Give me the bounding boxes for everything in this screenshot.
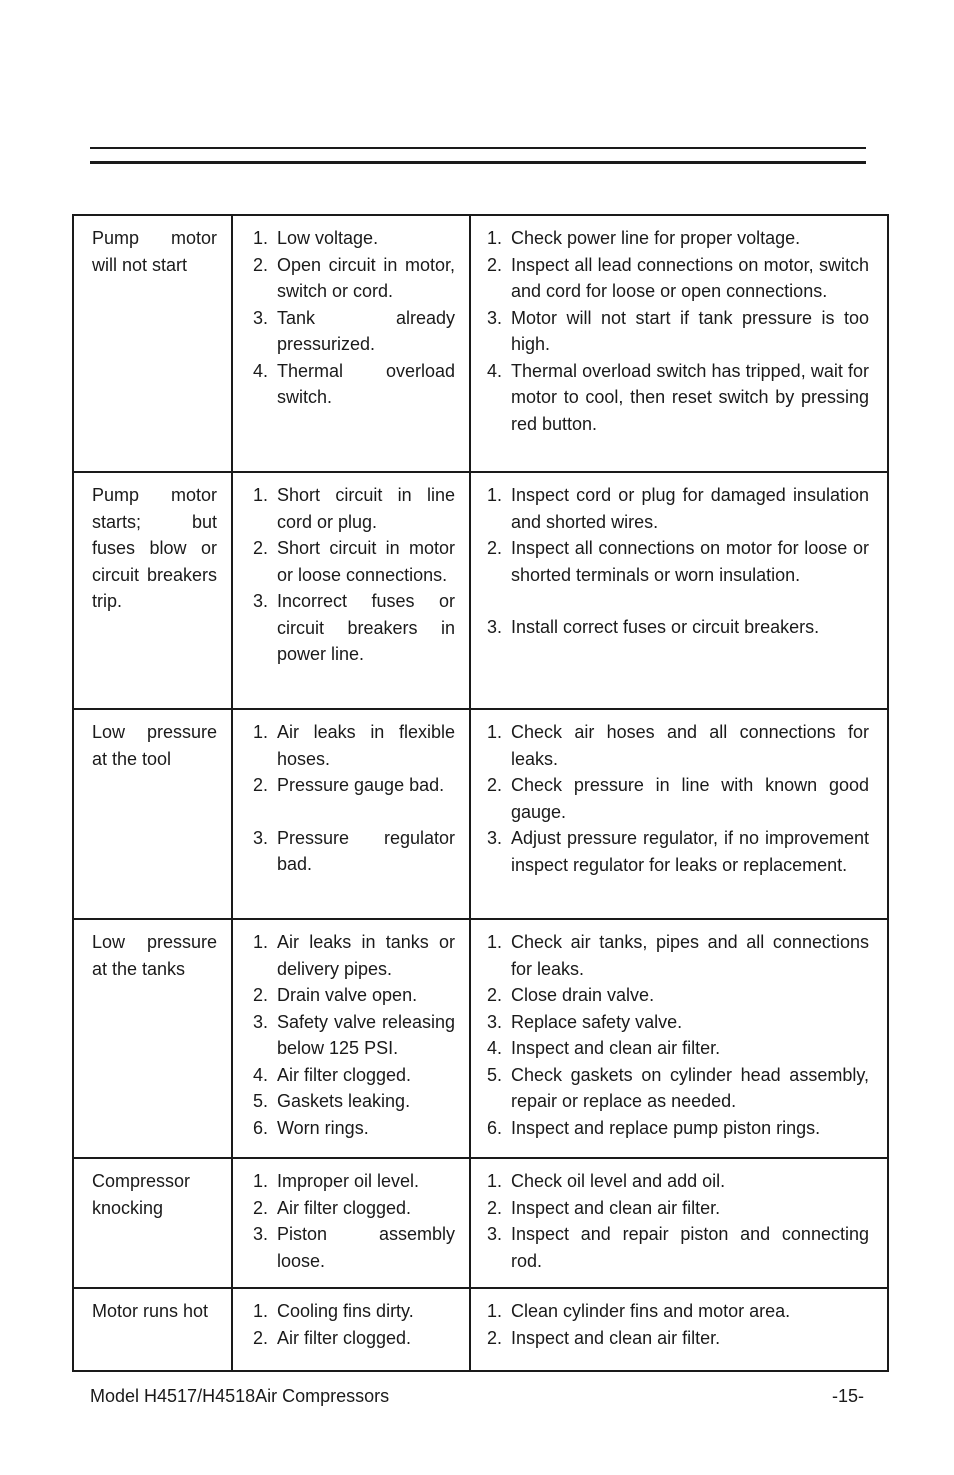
remedy-item: 2. Inspect and clean air filter. <box>487 1327 721 1348</box>
table-row <box>73 709 888 919</box>
remedy-item: 1. Clean cylinder fins and motor area. <box>487 1301 791 1321</box>
remedy-item: 2. Inspect and clean air filter. <box>487 1197 721 1218</box>
remedy-item: 3. Install correct fuses or circuit breakers. <box>487 617 820 637</box>
footer-model-name: Model H4517/H4518Air Compressors <box>90 1386 390 1406</box>
table-row <box>73 919 888 1158</box>
remedy-item: 2. Close drain valve. <box>487 985 655 1005</box>
cause-item: 2. Pressure gauge bad. <box>253 775 445 795</box>
cause-item: 1. Improper oil level. <box>253 1171 420 1191</box>
table-row <box>73 215 888 472</box>
header-rule-top <box>90 147 866 149</box>
cause-item: 2. Drain valve open. <box>253 985 418 1005</box>
cause-cell <box>232 919 470 1158</box>
cause-cell <box>232 709 470 919</box>
cause-item: 3. Incorrect fuses or circuit breakers in power line. <box>253 591 455 664</box>
remedy-item: 1. Check air hoses and all connections for leaks. <box>487 722 869 769</box>
cause-item: 2. Air filter clogged. <box>253 1327 412 1348</box>
cause-item: 1. Air leaks in flexible hoses. <box>253 722 455 769</box>
remedy-item: 2. Inspect all connections on motor for loose or shorted terminals or worn insulation. <box>487 538 869 585</box>
cause-item: 3. Safety valve releasing below 125 PSI. <box>253 1011 455 1058</box>
header-rule-bottom <box>90 161 866 164</box>
cause-item: 1. Low voltage. <box>253 228 379 248</box>
remedy-item: 3. Replace safety valve. <box>487 1011 683 1032</box>
remedy-item: 4. Inspect and clean air filter. <box>487 1038 721 1058</box>
cause-item: 1. Short circuit in line cord or plug. <box>253 485 455 532</box>
remedy-item: 1. Check air tanks, pipes and all connections for leaks. <box>487 932 869 979</box>
cause-item: 3. Piston assembly loose. <box>253 1224 455 1271</box>
cause-item: 3. Pressure regulator bad. <box>253 827 455 874</box>
remedy-item: 1. Check power line for proper voltage. <box>487 228 801 248</box>
problem-cell: Pump motor will not start <box>73 215 232 472</box>
problem-cell: Motor runs hot <box>73 1288 232 1371</box>
problem-cell: Low pressure at the tanks <box>73 919 232 1158</box>
cause-cell <box>232 1288 470 1371</box>
footer-page-number: -15- <box>831 1386 864 1406</box>
remedy-item: 2. Inspect all lead connections on motor, switch and cord for loose or open connections. <box>487 254 869 301</box>
cause-item: 4. Thermal overload switch. <box>253 360 455 407</box>
remedy-item: 1. Inspect cord or plug for damaged insulation and shorted wires. <box>487 485 869 532</box>
remedy-cell <box>470 1158 888 1288</box>
table-row <box>73 1288 888 1371</box>
remedy-item: 3. Motor will not start if tank pressure is too high. <box>487 307 869 354</box>
remedy-cell <box>470 919 888 1158</box>
remedy-item: 3. Inspect and repair piston and connecting rod. <box>487 1224 869 1271</box>
remedy-item: 5. Check gaskets on cylinder head assembly, repair or replace as needed. <box>487 1064 869 1111</box>
remedy-item: 3. Adjust pressure regulator, if no improvement inspect regulator for leaks or replacement. <box>487 828 869 875</box>
cause-item: 1. Cooling fins dirty. <box>253 1301 414 1321</box>
table-row <box>73 1158 888 1288</box>
remedy-item: 6. Inspect and replace pump piston rings. <box>487 1117 821 1138</box>
cause-item: 2. Short circuit in motor or loose connections. <box>253 538 455 585</box>
remedy-cell <box>470 215 888 472</box>
cause-item: 6. Worn rings. <box>253 1117 369 1138</box>
remedy-item: 2. Check pressure in line with known good gauge. <box>487 775 869 822</box>
remedy-cell <box>470 1288 888 1371</box>
remedy-item: 1. Check oil level and add oil. <box>487 1171 726 1191</box>
table-row <box>73 472 888 709</box>
cause-item: 3. Tank already pressurized. <box>253 307 455 354</box>
cause-cell <box>232 472 470 709</box>
problem-cell: Compressor knocking <box>73 1158 232 1288</box>
cause-cell <box>232 1158 470 1288</box>
problem-cell: Low pressure at the tool <box>73 709 232 919</box>
remedy-cell <box>470 709 888 919</box>
cause-item: 1. Air leaks in tanks or delivery pipes. <box>253 932 455 979</box>
cause-cell <box>232 215 470 472</box>
remedy-item: 4. Thermal overload switch has tripped, wait for motor to cool, then reset switch by pressing red button. <box>487 360 869 434</box>
remedy-cell <box>470 472 888 709</box>
cause-item: 2. Air filter clogged. <box>253 1197 412 1218</box>
cause-item: 5. Gaskets leaking. <box>253 1091 411 1111</box>
troubleshooting-table <box>72 214 889 1372</box>
cause-item: 2. Open circuit in motor, switch or cord. <box>253 254 455 301</box>
cause-item: 4. Air filter clogged. <box>253 1064 412 1085</box>
problem-cell: Pump motor starts; but fuses blow or circuit breakers trip. <box>73 472 232 709</box>
